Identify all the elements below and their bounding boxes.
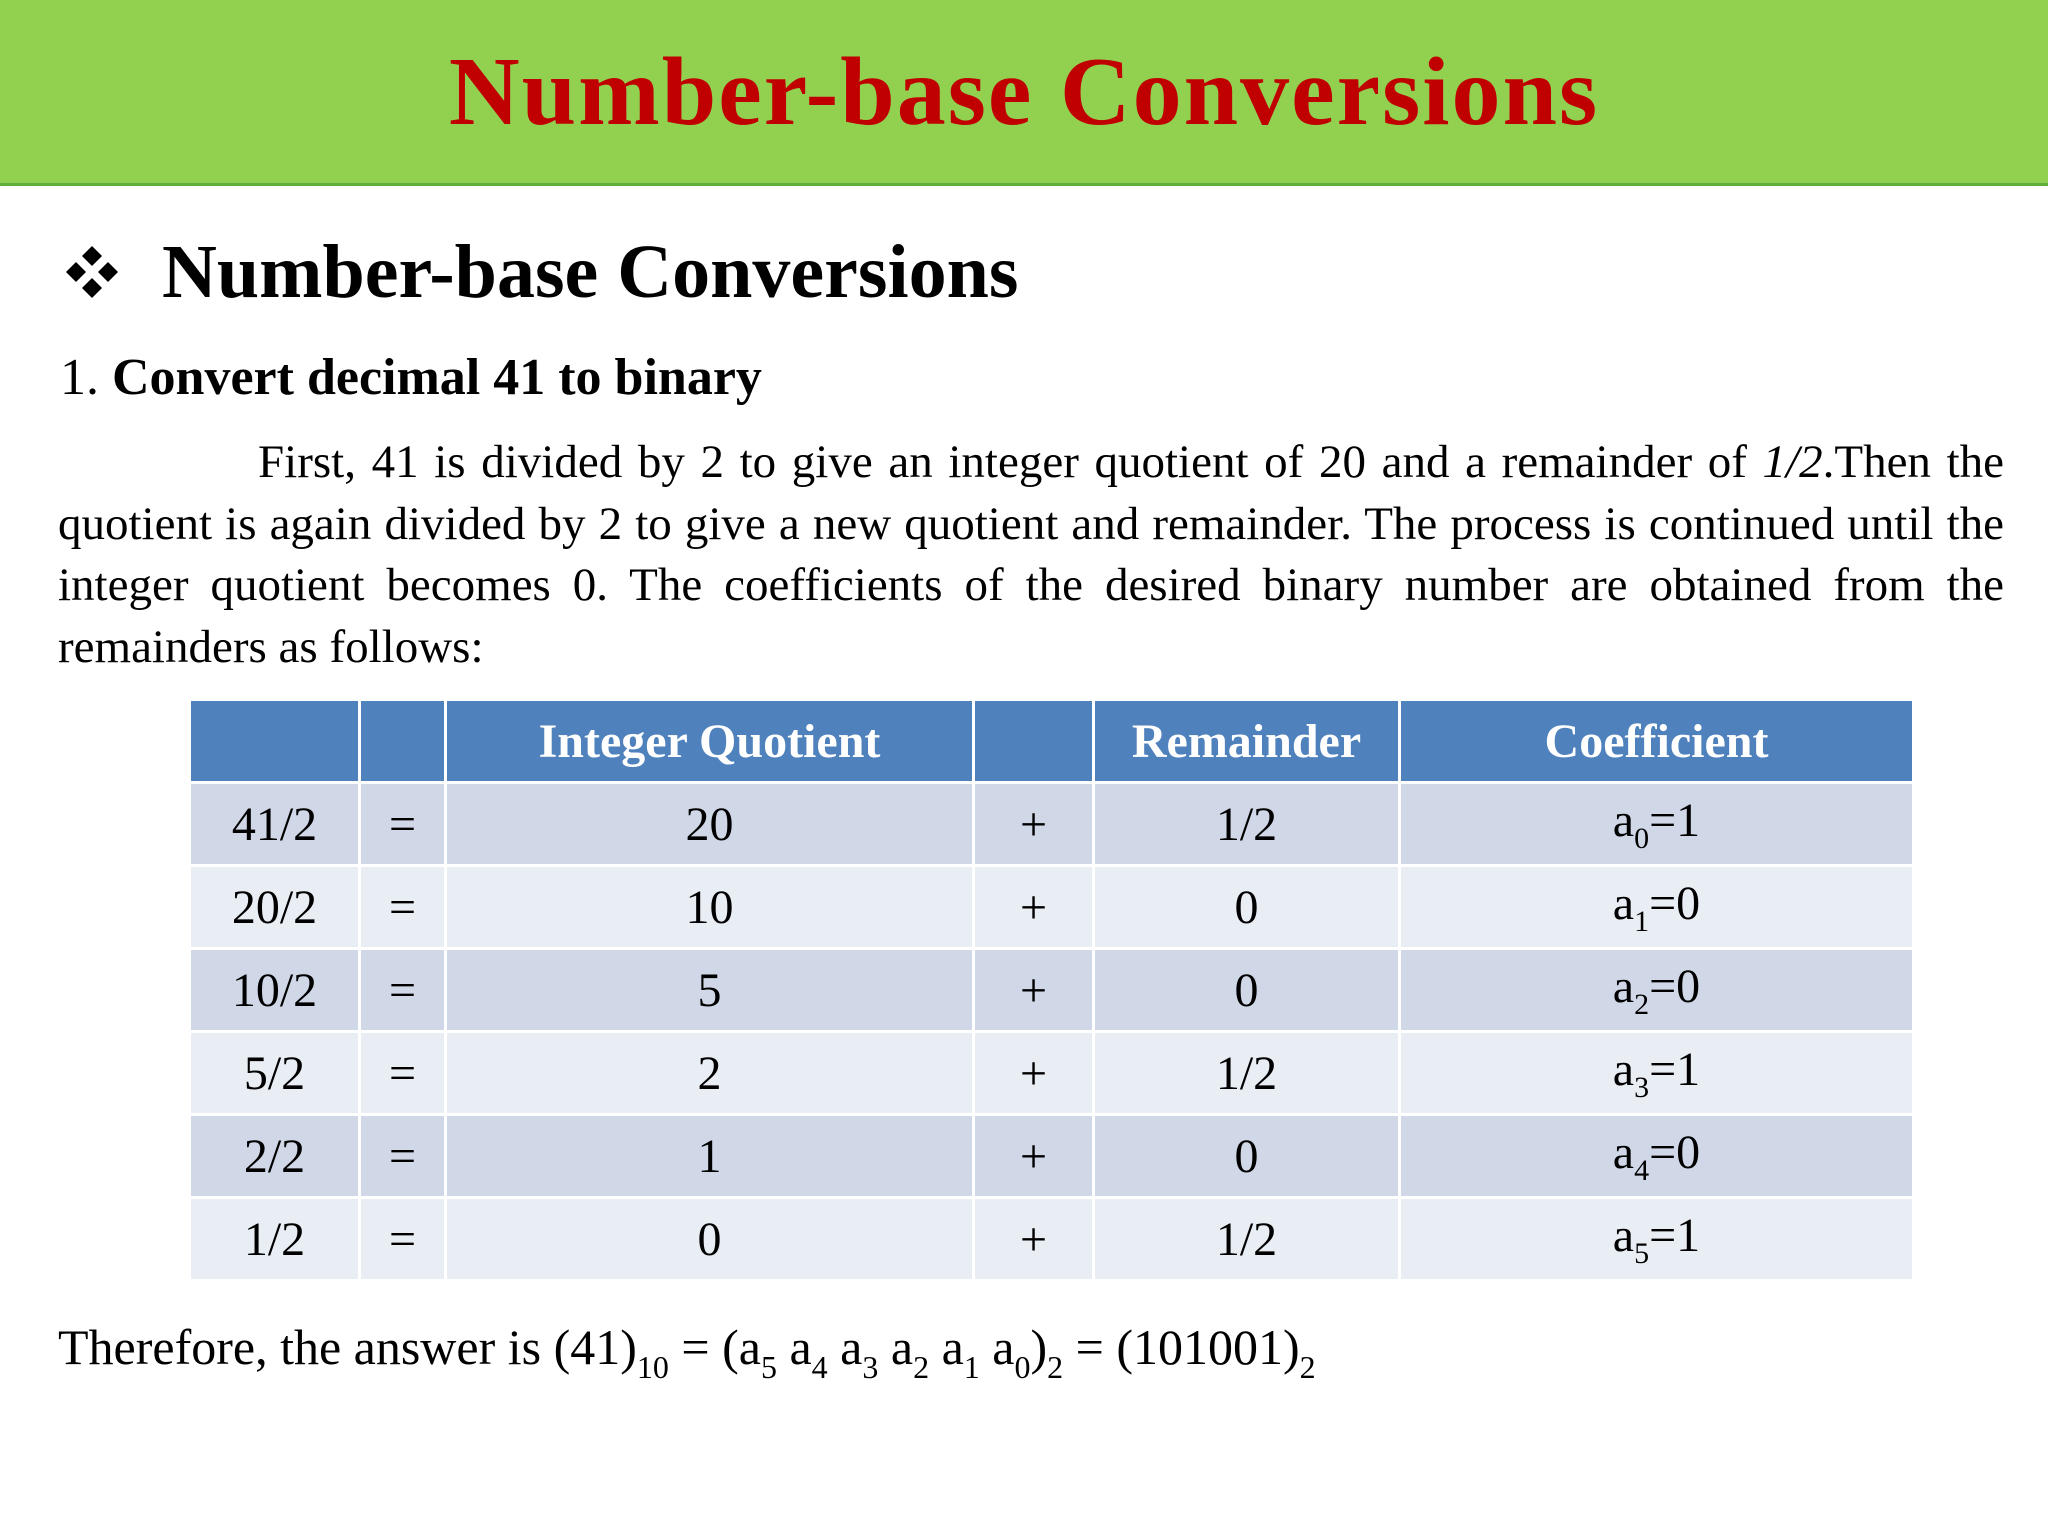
- cell-remainder: 0: [1094, 949, 1400, 1032]
- conversion-table: [188, 698, 1915, 1282]
- cell-remainder: 1/2: [1094, 1198, 1400, 1281]
- paragraph-italic-fraction: 1/2: [1762, 436, 1823, 488]
- step-number: 1.: [60, 349, 99, 406]
- cell-equals: =: [360, 866, 446, 949]
- cell-equals: =: [360, 949, 446, 1032]
- cell-equals: =: [360, 1198, 446, 1281]
- cell-equals: =: [360, 1032, 446, 1115]
- table-row: [190, 1198, 1914, 1281]
- cell-equals: =: [360, 1115, 446, 1198]
- table-header-row: [190, 700, 1914, 783]
- explanation-paragraph: [58, 432, 2004, 678]
- cell-coefficient: $a_2=0$: [1400, 949, 1914, 1032]
- cell-quotient: 1: [446, 1115, 974, 1198]
- banner-title: Number-base Conversions: [448, 37, 1600, 146]
- cell-quotient: 2: [446, 1032, 974, 1115]
- cell-quotient: 10: [446, 866, 974, 949]
- cell-remainder: 0: [1094, 1115, 1400, 1198]
- cell-plus: +: [974, 783, 1094, 866]
- cell-plus: +: [974, 1198, 1094, 1281]
- cell-division: 20/2: [190, 866, 360, 949]
- answer-line: Therefore, the answer is $(41)_{10} = (a_5$ $a_4$ $a_3$ $a_2$ $a_1$ $a_0)_2 = (101001)_2$: [58, 1319, 1316, 1385]
- cell-division: 41/2: [190, 783, 360, 866]
- cell-quotient: 20: [446, 783, 974, 866]
- cell-coefficient: $a_4=0$: [1400, 1115, 1914, 1198]
- header-remainder: Remainder: [1094, 700, 1400, 783]
- cell-plus: +: [974, 1032, 1094, 1115]
- cell-remainder: 0: [1094, 866, 1400, 949]
- title-banner: [0, 0, 2048, 186]
- table-row: [190, 866, 1914, 949]
- four-diamond-bullet-icon: [62, 242, 122, 302]
- cell-coefficient: $a_5=1$: [1400, 1198, 1914, 1281]
- table-row: [190, 949, 1914, 1032]
- cell-quotient: 5: [446, 949, 974, 1032]
- header-integer-quotient: Integer Quotient: [446, 700, 974, 783]
- header-division: [190, 700, 360, 783]
- cell-division: 1/2: [190, 1198, 360, 1281]
- cell-coefficient: $a_3=1$: [1400, 1032, 1914, 1115]
- table-row: [190, 783, 1914, 866]
- cell-remainder: 1/2: [1094, 783, 1400, 866]
- cell-coefficient: $a_1=0$: [1400, 866, 1914, 949]
- step-heading: [60, 348, 762, 407]
- table-row: [190, 1032, 1914, 1115]
- header-equals: [360, 700, 446, 783]
- cell-division: 10/2: [190, 949, 360, 1032]
- cell-remainder: 1/2: [1094, 1032, 1400, 1115]
- cell-plus: +: [974, 1115, 1094, 1198]
- header-plus: [974, 700, 1094, 783]
- cell-coefficient: $a_0=1$: [1400, 783, 1914, 866]
- table-row: [190, 1115, 1914, 1198]
- cell-division: 2/2: [190, 1115, 360, 1198]
- paragraph-part2: .Then the quotient is again divided by 2 to give a new quotient and remainder. The process is continued until the integer quotient becomes 0. The coefficients of the desired binary number are obtained from the remainders as follows:: [58, 436, 2004, 673]
- section-heading: [62, 222, 1018, 322]
- cell-plus: +: [974, 949, 1094, 1032]
- cell-division: 5/2: [190, 1032, 360, 1115]
- header-coefficient: Coefficient: [1400, 700, 1914, 783]
- step-text: Convert decimal 41 to binary: [112, 349, 762, 406]
- cell-equals: =: [360, 783, 446, 866]
- paragraph-part1: First, 41 is divided by 2 to give an integer quotient of 20 and a remainder of: [258, 436, 1763, 488]
- cell-quotient: 0: [446, 1198, 974, 1281]
- cell-plus: +: [974, 866, 1094, 949]
- section-heading-text: Number-base Conversions: [162, 229, 1019, 314]
